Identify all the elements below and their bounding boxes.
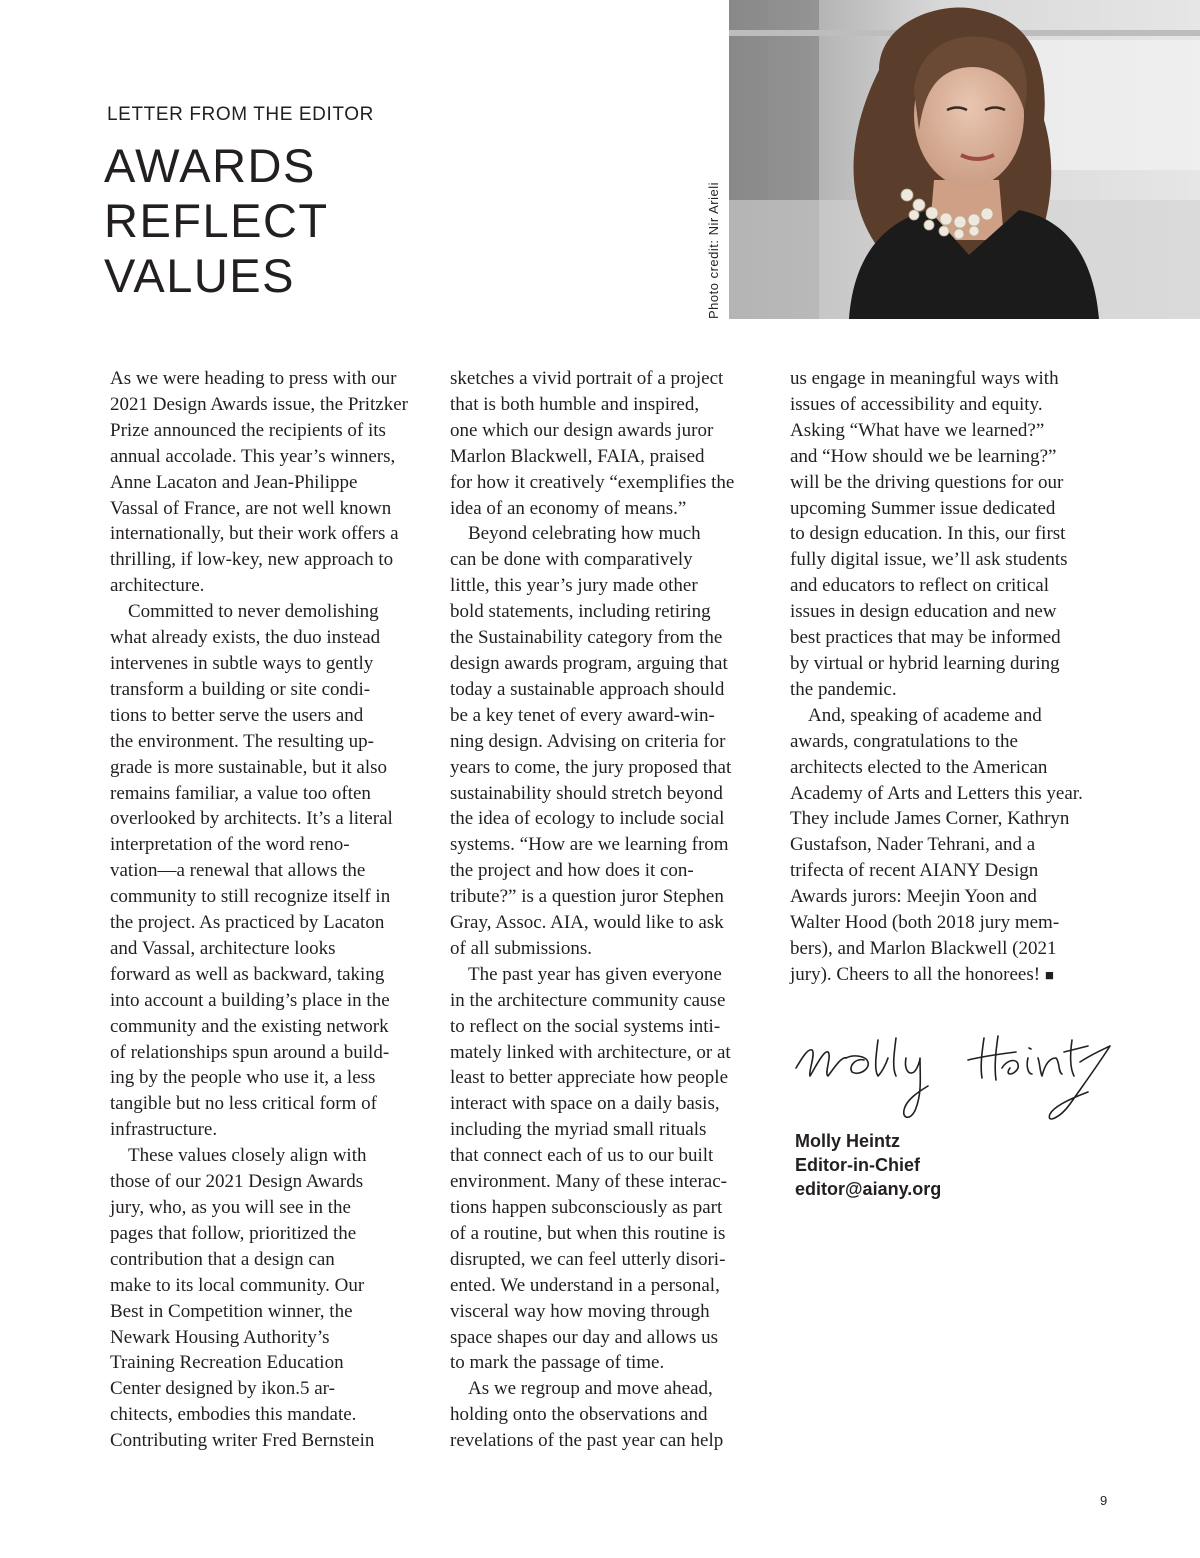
editor-title: Editor-in-Chief — [795, 1155, 920, 1175]
editor-name: Molly Heintz — [795, 1131, 901, 1151]
body-paragraph: As we regroup and move ahead, holding onto the observations and revelations of the past year can help — [450, 1378, 724, 1452]
article-column-1 — [110, 366, 430, 1454]
body-paragraph: The past year has given everyone in the architecture community cause to reflect on the social systems inti- mately linked with architecture, or at least to better appreciate how people interact with space on a daily basis, including the myriad small rituals that connect each of us to our built environment. Many of these interac- tions happen subconsciously as part of a routine, but when this routine is disrupted, we can feel utterly disori- ented. We understand in a personal, visceral way how moving through space shapes our day and allows us to mark the passage of time. — [450, 963, 731, 1374]
page-title — [104, 138, 329, 303]
article-column-3 — [790, 366, 1110, 990]
body-paragraph: Beyond celebrating how much can be done with comparatively little, this year’s jury made other bold statements, including retiring the Sustainability category from the design awards program, arguing that today a sustainable approach should be a key tenet of every award-win- ning design. Advising on criteria for years to come, the jury proposed that sustainability should stretch beyond the idea of ecology to include social systems. “How are we learning from the project and how does it con- tribute?” is a question juror Stephen Gray, Assoc. AIA, would like to ask of all submissions. — [450, 523, 732, 959]
body-paragraph: Committed to never demolishing what already exists, the duo instead intervenes in subtle ways to gently transform a building or site condi- tions to better serve the users and the environment. The resulting up- grade is more sustainable, but it also remains familiar, a value too often overlooked by architects. It’s a literal interpretation of the word reno- vation—a renewal that allows the community to still recognize itself in the project. As practiced by Lacaton and Vassal, architecture looks forward as well as backward, taking into account a building’s place in the community and the existing network of relationships spun around a build- ing by the people who use it, a less tangible but no less critical form of infrastructure. — [110, 601, 393, 1141]
body-paragraph: As we were heading to press with our 2021 Design Awards issue, the Pritzker Prize announced the recipients of its annual accolade. This year’s winners, Anne Lacaton and Jean-Philippe Vassal of France, are not well known internationally, but their work offers a thrilling, if low-key, new approach to architecture. — [110, 368, 408, 597]
closing-paragraph-text: And, speaking of academe and awards, congratulations to the architects elected to the American Academy of Arts and Letters this year. They include James Corner, Kathryn Gustafson, Nader Tehrani, and a trifecta of recent AIANY Design Awards jurors: Meejin Yoon and Walter Hood (both 2018 jury mem- bers), and Marlon Blackwell (2021 jury). Cheers to all the honorees! — [790, 704, 1083, 985]
body-paragraph: sketches a vivid portrait of a project that is both humble and inspired, one which our design awards juror Marlon Blackwell, FAIA, praised for how it creatively “exemplifies the idea of an economy of means.” — [450, 368, 735, 519]
editor-email: editor@aiany.org — [795, 1179, 942, 1199]
handwritten-signature — [788, 1028, 1112, 1124]
portrait-illustration — [729, 0, 1200, 319]
body-paragraph: These values closely align with those of our 2021 Design Awards jury, who, as you will see in the pages that follow, prioritized the contribution that a design can make to its local community. Our Best in Competition winner, the Newark Housing Authority’s Training Recreation Education Center designed by ikon.5 ar- chitects, embodies this mandate. Contributing writer Fred Bernstein — [110, 1145, 375, 1452]
section-kicker: LETTER FROM THE EDITOR — [107, 104, 374, 125]
title-line: REFLECT — [104, 194, 329, 247]
page-number: 9 — [1100, 1493, 1108, 1508]
body-paragraph: us engage in meaningful ways with issues of accessibility and equity. Asking “What have we learned?” and “How should we be learning?” will be the driving questions for our upcoming Summer issue dedicated to design education. In this, our first fully digital issue, we’ll ask students and educators to reflect on critical issues in design education and new best practices that may be informed by virtual or hybrid learning during the pandemic. — [790, 368, 1068, 700]
article-column-2 — [450, 366, 770, 1454]
photo-credit: Photo credit: Nir Arieli — [706, 182, 721, 319]
title-line: AWARDS — [104, 139, 316, 192]
editor-portrait-photo — [729, 0, 1200, 319]
title-line: VALUES — [104, 249, 295, 302]
body-paragraph — [790, 703, 1110, 990]
end-mark-icon: ■ — [1044, 967, 1054, 984]
